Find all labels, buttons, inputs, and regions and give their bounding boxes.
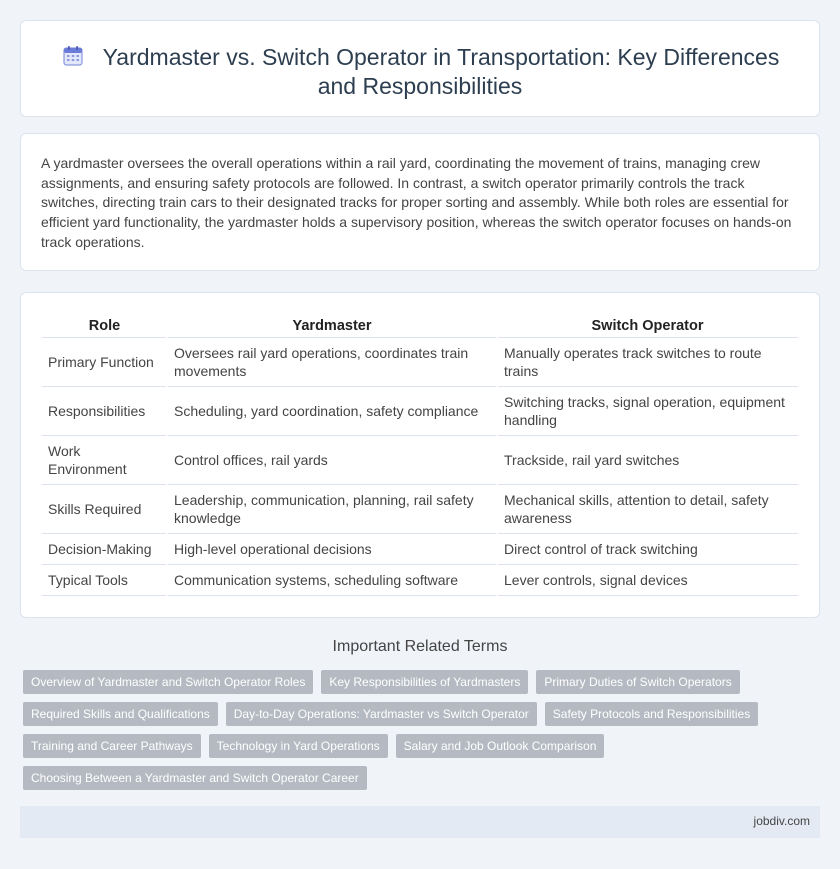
row-label: Typical Tools (42, 564, 167, 595)
related-term-tag[interactable]: Key Responsibilities of Yardmasters (321, 670, 528, 694)
yardmaster-cell: Scheduling, yard coordination, safety compliance (167, 386, 497, 435)
yardmaster-cell: Control offices, rail yards (167, 435, 497, 484)
row-label: Decision-Making (42, 533, 167, 564)
calendar-icon (61, 44, 85, 68)
table-row (42, 564, 798, 595)
comparison-table-card (20, 292, 820, 618)
related-term-tag[interactable]: Choosing Between a Yardmaster and Switch Operator Career (23, 766, 367, 790)
row-label: Responsibilities (42, 386, 167, 435)
yardmaster-cell: High-level operational decisions (167, 533, 497, 564)
switch-operator-cell: Switching tracks, signal operation, equipment handling (497, 386, 798, 435)
switch-operator-cell: Mechanical skills, attention to detail, safety awareness (497, 484, 798, 533)
switch-operator-cell: Direct control of track switching (497, 533, 798, 564)
table-row (42, 386, 798, 435)
related-terms-heading: Important Related Terms (332, 638, 508, 655)
switch-operator-cell: Lever controls, signal devices (497, 564, 798, 595)
table-row (42, 484, 798, 533)
page-title-wrap (21, 43, 819, 101)
column-header-role: Role (42, 315, 167, 337)
table-row (42, 533, 798, 564)
yardmaster-cell: Communication systems, scheduling software (167, 564, 497, 595)
related-term-tag[interactable]: Training and Career Pathways (23, 734, 201, 758)
footer-site-link[interactable]: jobdiv.com (753, 814, 810, 828)
column-header-yardmaster: Yardmaster (167, 315, 497, 337)
row-label: Skills Required (42, 484, 167, 533)
related-term-tag[interactable]: Overview of Yardmaster and Switch Operator Roles (23, 670, 313, 694)
table-header-row (42, 315, 798, 337)
intro-card (20, 133, 820, 271)
column-header-switch-operator: Switch Operator (497, 315, 798, 337)
table-row (42, 337, 798, 386)
switch-operator-cell: Manually operates track switches to route trains (497, 337, 798, 386)
related-terms-tags (23, 670, 803, 790)
intro-paragraph: A yardmaster oversees the overall operations within a rail yard, coordinating the movement of trains, managing crew assignments, and ensuring safety protocols are followed. In contrast, a switch operator primarily controls the track switches, directing train cars to their designated tracks for proper sorting and assembly. While both roles are essential for efficient yard functionality, the yardmaster holds a supervisory position, whereas the switch operator focuses on hands-on track operations. (41, 155, 792, 250)
yardmaster-cell: Oversees rail yard operations, coordinates train movements (167, 337, 497, 386)
row-label: Primary Function (42, 337, 167, 386)
yardmaster-cell: Leadership, communication, planning, rail safety knowledge (167, 484, 497, 533)
related-term-tag[interactable]: Safety Protocols and Responsibilities (545, 702, 758, 726)
switch-operator-cell: Trackside, rail yard switches (497, 435, 798, 484)
comparison-table (42, 315, 798, 596)
related-term-tag[interactable]: Day-to-Day Operations: Yardmaster vs Switch Operator (226, 702, 537, 726)
related-term-tag[interactable]: Required Skills and Qualifications (23, 702, 218, 726)
page-title: Yardmaster vs. Switch Operator in Transportation: Key Differences and Responsibilities (102, 44, 780, 99)
related-term-tag[interactable]: Primary Duties of Switch Operators (536, 670, 739, 694)
related-term-tag[interactable]: Technology in Yard Operations (209, 734, 388, 758)
related-term-tag[interactable]: Salary and Job Outlook Comparison (396, 734, 605, 758)
row-label: Work Environment (42, 435, 167, 484)
footer (20, 806, 820, 838)
table-row (42, 435, 798, 484)
header-card (20, 20, 820, 117)
